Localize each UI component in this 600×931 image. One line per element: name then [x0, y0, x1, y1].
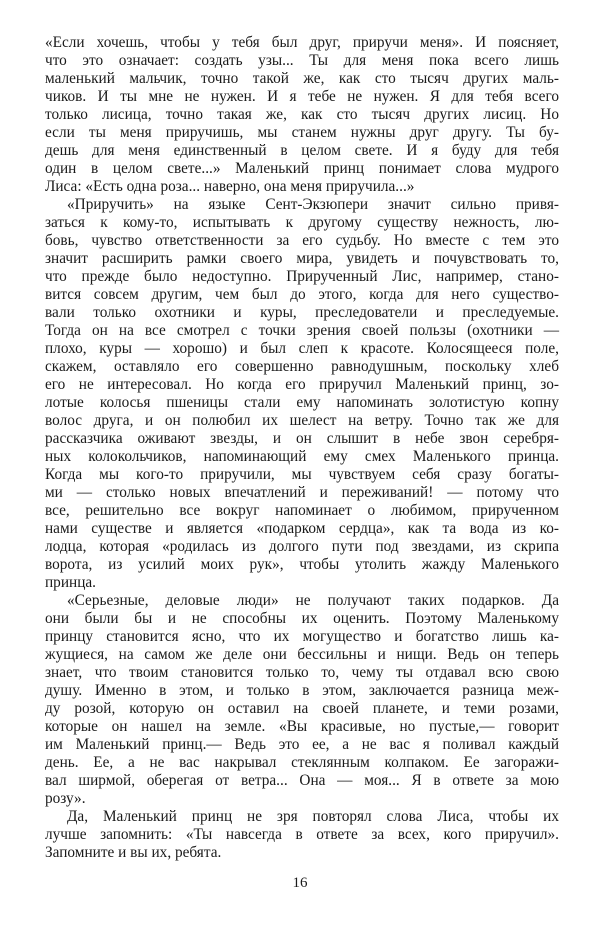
- paragraph: [45, 196, 559, 592]
- text-line: заться к кому-то, испытывать к другому существу нежность, лю-: [45, 214, 559, 231]
- text-line: им Маленький принц.— Ведь это ее, а не вас я поливал каждый: [45, 736, 559, 753]
- text-line: лучше запомнить: «Ты навсегда в ответе за всех, кого приручил».: [45, 826, 559, 843]
- text-line: Да, Маленький принц не зря повторял слова Лиса, чтобы их: [67, 808, 559, 825]
- text-line: Тогда он на все смотрел с точки зрения своей пользы (охотники —: [45, 322, 559, 339]
- text-line: волос друга, и он полюбил их шелест на ветру. Точно так же для: [45, 412, 559, 429]
- text-line: скажем, оставляло его совершенно равнодушным, поскольку хлеб: [45, 358, 559, 375]
- text-line: только лисица, точно такая же, как сто тысяч других лисиц. Но: [45, 106, 559, 123]
- text-line: «Приручить» на языке Сент-Экзюпери значит сильно привя-: [67, 196, 559, 213]
- text-line: Лиса: «Есть одна роза... наверно, она меня приручила...»: [45, 178, 415, 195]
- text-line: розу».: [45, 790, 86, 807]
- text-line: принцу становится ясно, что их могущество и богатство лишь ка-: [45, 628, 559, 645]
- text-line: вится совсем другим, чем был до этого, когда для него существо-: [45, 286, 559, 303]
- page-number: 16: [292, 875, 308, 891]
- text-line: ду розой, которую он оставил на своей планете, и теми розами,: [45, 700, 559, 717]
- text-line: лотые колосья пшеницы стали ему напоминать золотистую копну: [45, 394, 559, 411]
- text-line: вали только охотники и куры, преследователи и преследуемые.: [45, 304, 559, 321]
- text-line: душу. Именно в этом, и только в этом, заключается разница меж-: [45, 682, 559, 699]
- text-line: нами существе и является «подарком сердца», как та вода из ко-: [45, 520, 559, 537]
- text-line: лодца, которая «родилась из долгого пути под звездами, из скрипа: [45, 538, 559, 555]
- text-line: жущиеся, на самом же деле они бессильны и нищи. Ведь он теперь: [45, 646, 559, 663]
- text-line: знает, что твоим становится только то, чему ты отдавал всю свою: [45, 664, 559, 681]
- text-line: Когда мы кого-то приручили, мы чувствуем себя сразу богаты-: [45, 466, 559, 483]
- text-line: если ты меня приручишь, мы станем нужны друг другу. Ты бу-: [45, 124, 559, 141]
- paragraph: [45, 592, 559, 808]
- text-line: вал ширмой, оберегая от ветра... Она — моя... Я в ответе за мою: [45, 772, 559, 789]
- text-line: «Серьезные, деловые люди» не получают таких подарков. Да: [67, 592, 559, 609]
- text-line: чиков. И ты мне не нужен. И я тебе не нужен. Я для тебя всего: [45, 88, 559, 105]
- text-line: ных колокольчиков, напоминающий ему смех Маленького принца.: [45, 448, 559, 465]
- text-line: значит расширить рамки своего мира, увидеть и почувствовать то,: [45, 250, 559, 267]
- text-line: один в целом свете...» Маленький принц понимает слова мудрого: [45, 160, 559, 177]
- text-line: которые он нашел на земле. «Вы красивые, но пустые,— говорит: [45, 718, 559, 735]
- text-line: плохо, куры — хорошо) и был слеп к красоте. Колосящееся поле,: [45, 340, 559, 357]
- text-line: ми — столько новых впечатлений и переживаний! — потому что: [45, 484, 559, 501]
- text-line: Запомните и вы их, ребята.: [45, 844, 222, 861]
- text-line: что это означает: создать узы... Ты для меня пока всего лишь: [45, 52, 559, 69]
- text-line: бовь, чувство ответственности за его судьбу. Но вместе с тем это: [45, 232, 559, 249]
- text-line: дешь для меня единственный в целом свете. И я буду для тебя: [45, 142, 559, 159]
- text-line: «Если хочешь, чтобы у тебя был друг, приручи меня». И поясняет,: [45, 34, 559, 51]
- text-line: что прежде было недоступно. Прирученный Лис, например, стано-: [45, 268, 559, 285]
- text-line: маленький мальчик, точно такой же, как сто тысяч других маль-: [45, 70, 559, 87]
- text-line: рассказчика оживают звезды, и он слышит в небе звон серебря-: [45, 430, 559, 447]
- text-line: день. Ее, а не вас накрывал стеклянным колпаком. Ее загоражи-: [45, 754, 559, 771]
- text-line: все, решительно все вокруг напоминает о любимом, прирученном: [45, 502, 559, 519]
- paragraph: [45, 34, 559, 196]
- text-line: они были бы и не способны их оценить. Поэтому Маленькому: [45, 610, 559, 627]
- text-line: ворота, из усилий моих рук», чтобы утолить жажду Маленького: [45, 556, 559, 573]
- paragraph: [45, 808, 559, 862]
- text-line: его не интересовал. Но когда его приручил Маленький принц, зо-: [45, 376, 559, 393]
- page-body-text: [45, 34, 559, 862]
- text-line: принца.: [45, 574, 97, 591]
